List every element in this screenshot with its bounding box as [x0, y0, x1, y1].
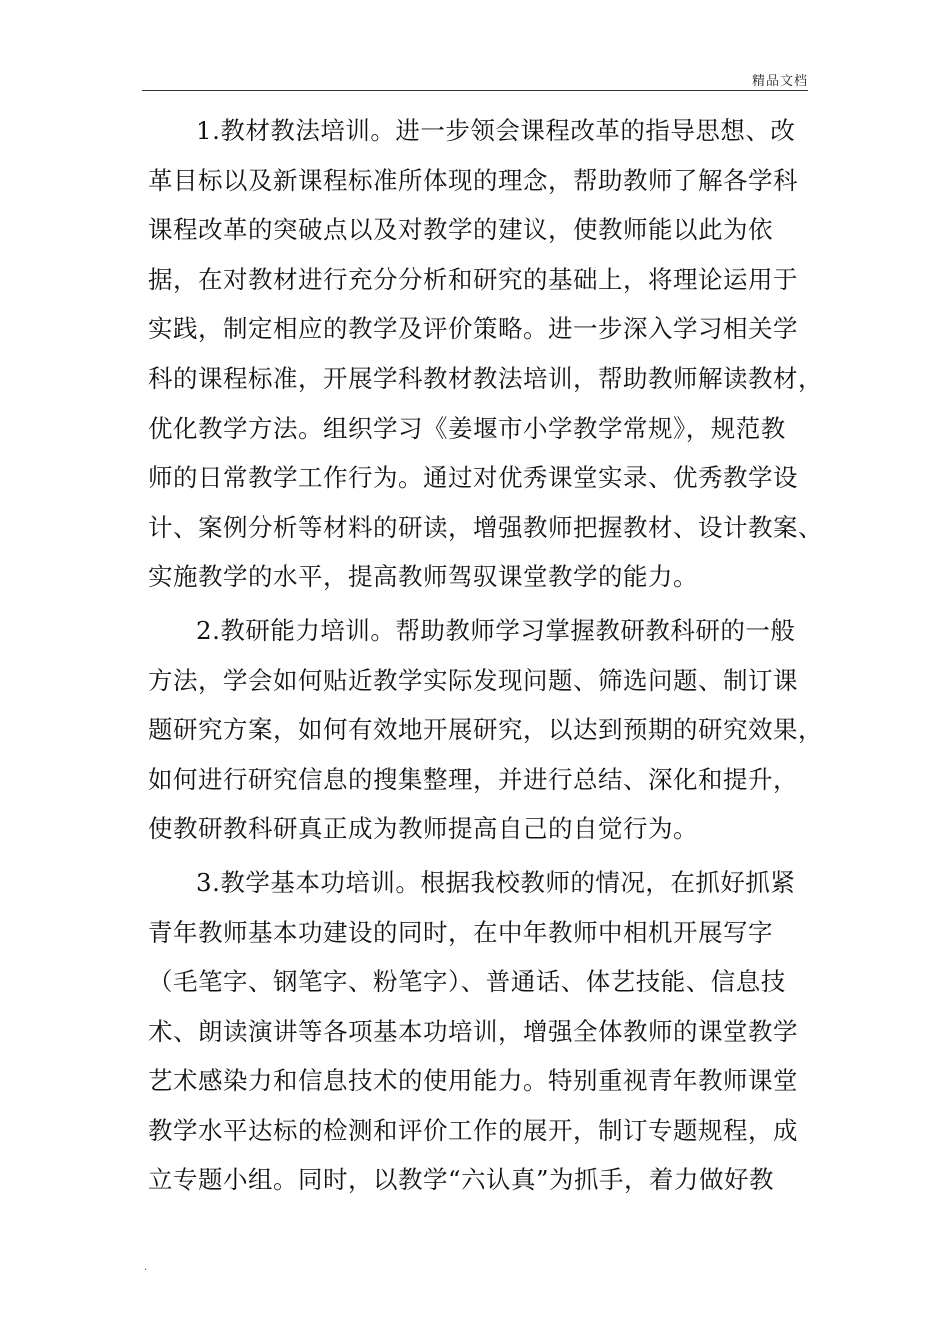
footer-mark: .	[144, 1262, 148, 1273]
text-line: 据，在对教材进行充分分析和研究的基础上，将理论运用于	[148, 264, 798, 294]
text-line: 课程改革的突破点以及对教学的建议，使教师能以此为依	[148, 215, 773, 245]
text-line: 科的课程标准，开展学科教材教法培训，帮助教师解读教材，	[148, 363, 823, 393]
text-line: 教学水平达标的检测和评价工作的展开，制订专题规程，成	[148, 1115, 798, 1145]
paragraph-2	[148, 606, 823, 854]
text-line: 题研究方案，如何有效地开展研究，以达到预期的研究效果，	[148, 715, 823, 745]
text-line: 术、朗读演讲等各项基本功培训，增强全体教师的课堂教学	[148, 1016, 798, 1046]
paragraph-1	[148, 106, 823, 602]
text-line: 艺术感染力和信息技术的使用能力。特别重视青年教师课堂	[148, 1066, 798, 1096]
text-line: （毛笔字、钢笔字、粉笔字）、普通话、体艺技能、信息技	[148, 967, 786, 997]
text-line: 方法，学会如何贴近教学实际发现问题、筛选问题、制订课	[148, 665, 798, 695]
text-line: 使教研教科研真正成为教师提高自己的自觉行为。	[148, 814, 698, 844]
text-line: 优化教学方法。组织学习《姜堰市小学教学常规》，规范教	[148, 413, 786, 443]
text-line: 如何进行研究信息的搜集整理，并进行总结、深化和提升，	[148, 764, 798, 794]
text-line: 实施教学的水平，提高教师驾驭课堂教学的能力。	[148, 562, 698, 592]
text-line: 革目标以及新课程标准所体现的理念，帮助教师了解各学科	[148, 165, 798, 195]
text-line: 1.教材教法培训。进一步领会课程改革的指导思想、改	[196, 116, 796, 145]
text-line: 青年教师基本功建设的同时，在中年教师中相机开展写字	[148, 917, 773, 947]
paragraph-3	[148, 858, 818, 1205]
text-line: 计、案例分析等材料的研读，增强教师把握教材、设计教案、	[148, 512, 823, 542]
text-line: 3.教学基本功培训。根据我校教师的情况，在抓好抓紧	[196, 867, 796, 897]
document-body	[148, 106, 823, 1209]
text-line: 师的日常教学工作行为。通过对优秀课堂实录、优秀教学设	[148, 463, 798, 493]
text-line: 立专题小组。同时，以教学“六认真”为抓手，着力做好教	[148, 1165, 775, 1195]
header-label: 精品文档	[751, 74, 808, 89]
text-line: 实践，制定相应的教学及评价策略。进一步深入学习相关学	[148, 314, 798, 344]
header-rule	[142, 90, 808, 91]
text-line: 2.教研能力培训。帮助教师学习掌握教研教科研的一般	[196, 615, 796, 645]
